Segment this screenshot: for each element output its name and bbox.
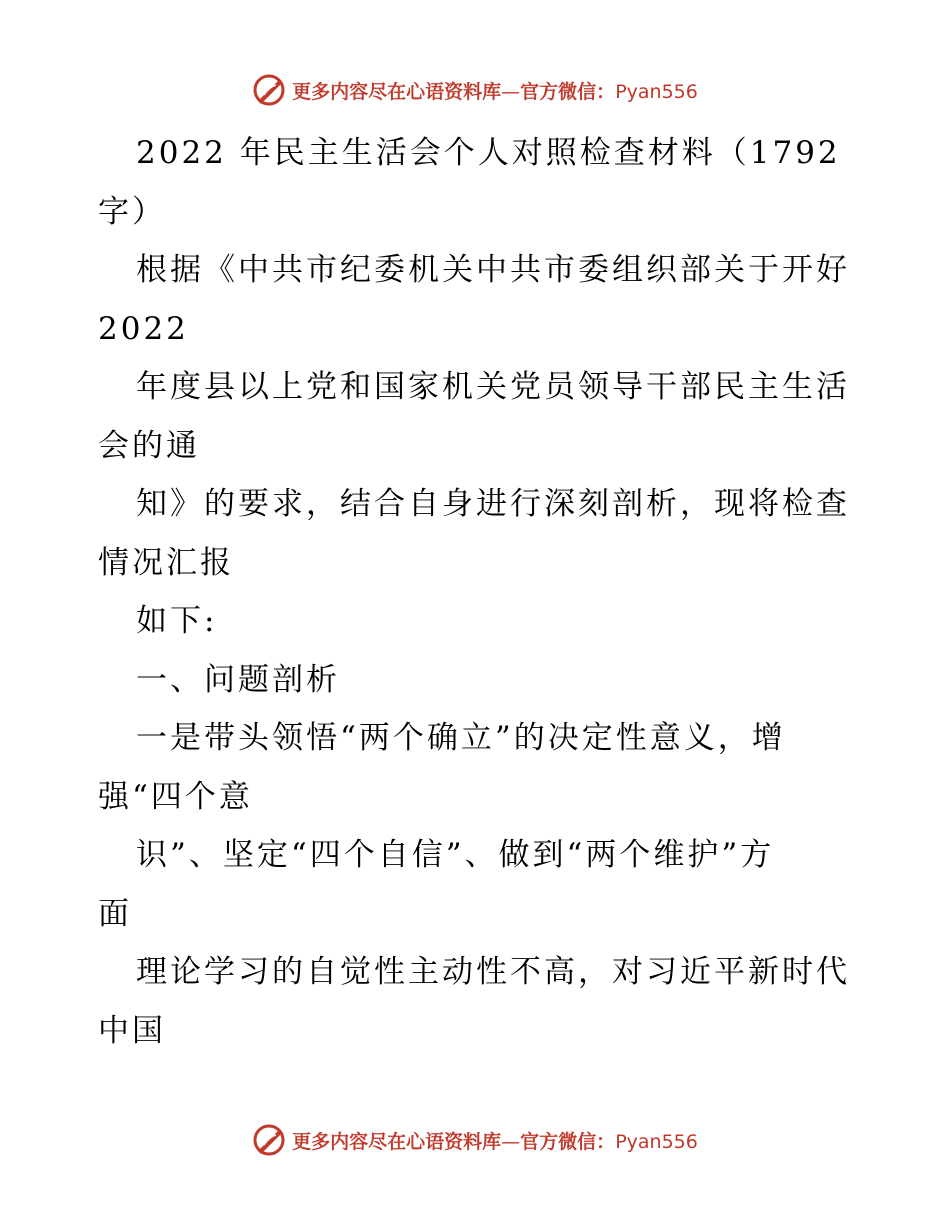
document-line: 一是带头领悟“两个确立”的决定性意义，增 [136, 720, 786, 756]
document-line: 面 [98, 895, 132, 932]
header-banner-official: 官方微信： [520, 80, 616, 103]
document-line: 知》的要求，结合自身进行深刻剖析，现将检查 [136, 486, 850, 522]
document-line: 字） [98, 193, 166, 230]
document-line: 中国 [98, 1012, 166, 1049]
document-body [98, 124, 858, 1060]
quill-seal-icon [252, 73, 286, 107]
header-banner-text [292, 77, 698, 104]
header-banner [0, 70, 950, 110]
quill-seal-icon [252, 1123, 286, 1157]
document-line: 2022 [98, 310, 189, 347]
footer-banner [0, 1120, 950, 1160]
header-banner-dash: — [501, 80, 521, 103]
document-line: 2022 年民主生活会个人对照检查材料（1792 [136, 135, 841, 171]
footer-banner-text [292, 1127, 698, 1154]
footer-banner-main: 更多内容尽在心语资料库 [292, 1130, 502, 1153]
document-line: 强“四个意 [98, 778, 253, 815]
footer-banner-dash: — [501, 1130, 521, 1153]
footer-banner-official: 官方微信： [520, 1130, 616, 1153]
document-line: 会的通 [98, 427, 200, 464]
footer-banner-id: Pyan556 [615, 1130, 698, 1153]
document-line: 识”、坚定“四个自信”、做到“两个维护”方 [136, 837, 775, 873]
document-line: 一、问题剖析 [136, 661, 340, 698]
document-line: 根据《中共市纪委机关中共市委组织部关于开好 [136, 252, 850, 288]
document-line: 年度县以上党和国家机关党员领导干部民主生活 [136, 369, 850, 405]
header-banner-id: Pyan556 [615, 80, 698, 103]
document-line: 如下: [136, 603, 218, 639]
header-banner-main: 更多内容尽在心语资料库 [292, 80, 502, 103]
document-line: 情况汇报 [98, 544, 234, 581]
document-line: 理论学习的自觉性主动性不高，对习近平新时代 [136, 954, 850, 990]
